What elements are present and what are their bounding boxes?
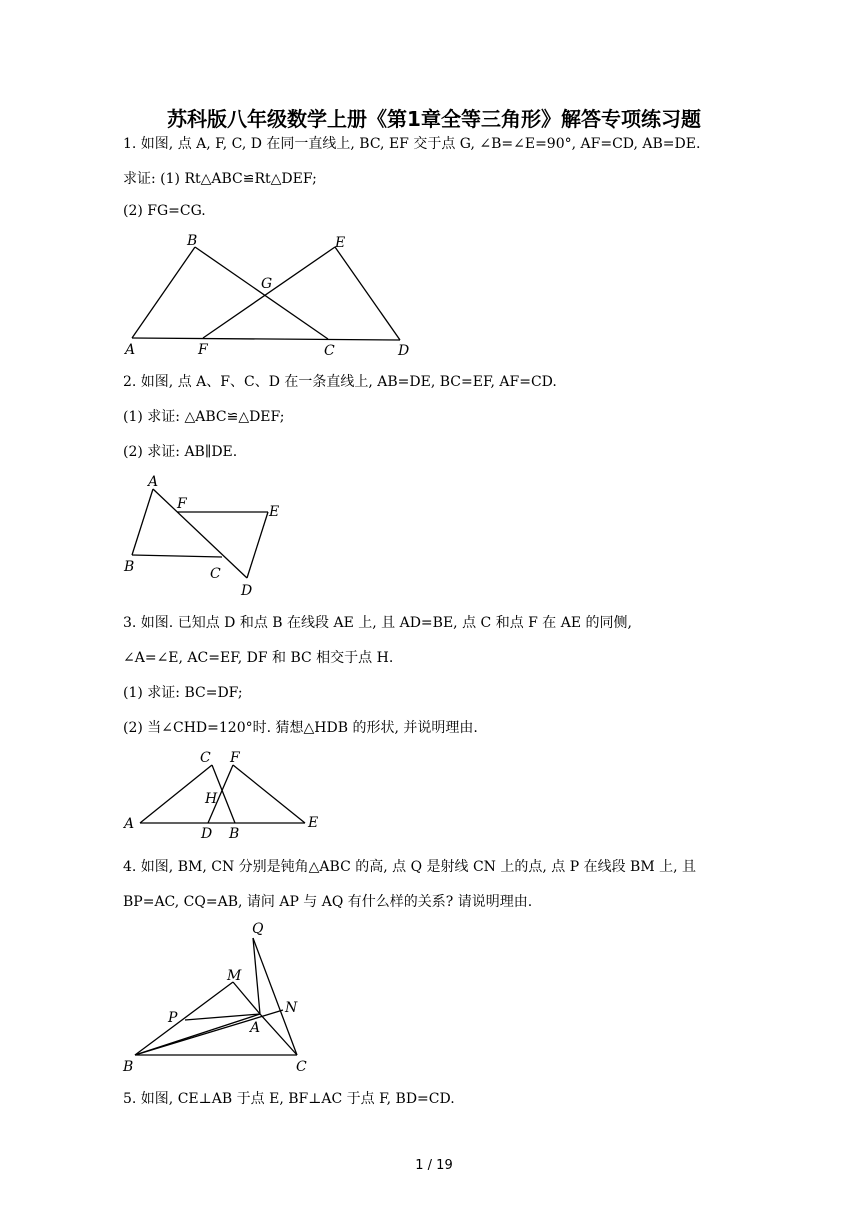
problem-2-statement: 2. 如图, 点 A、F、C、D 在一条直线上, AB=DE, BC=EF, AF=CD. (123, 374, 557, 390)
label-f: F (230, 750, 240, 766)
problem-1-statement: 1. 如图, 点 A, F, C, D 在同一直线上, BC, EF 交于点 G, ∠B=∠E=90°, AF=CD, AB=DE. (123, 136, 701, 152)
problem-3-statement: 3. 如图. 已知点 D 和点 B 在线段 AE 上, 且 AD=BE, 点 C 和点 F 在 AE 的同侧, (123, 615, 632, 631)
problem-4-figure (115, 918, 325, 1078)
segment-ed (247, 512, 268, 578)
label-a: A (124, 816, 135, 832)
label-q: Q (252, 921, 264, 937)
label-b: B (123, 1059, 134, 1075)
label-a: A (250, 1020, 261, 1036)
problem-2-figure (115, 470, 295, 598)
label-g: G (261, 276, 273, 292)
segment-ac (140, 765, 212, 823)
segment-bn (135, 1010, 283, 1055)
label-c: C (296, 1059, 307, 1075)
label-b: B (124, 559, 135, 575)
problem-1-part-2: (2) FG=CG. (123, 203, 206, 219)
label-a: A (148, 474, 159, 490)
segment-fe (233, 765, 305, 823)
problem-4-statement: 4. 如图, BM, CN 分别是钝角△ABC 的高, 点 Q 是射线 CN 上的点, 点 P 在线段 BM 上, 且 (123, 859, 697, 875)
problem-4-question: BP=AC, CQ=AB, 请问 AP 与 AQ 有什么样的关系? 请说明理由. (123, 894, 533, 910)
problem-1-figure (115, 232, 425, 360)
label-d: D (398, 343, 410, 359)
problem-2-part-1: (1) 求证: △ABC≌△DEF; (123, 409, 285, 425)
label-n: N (285, 1000, 298, 1016)
segment-ac (260, 1014, 297, 1055)
segment-ab (132, 247, 195, 338)
label-h: H (205, 791, 218, 807)
label-e: E (269, 504, 280, 520)
problem-2-part-2: (2) 求证: AB∥DE. (123, 444, 238, 460)
problem-3-part-1: (1) 求证: BC=DF; (123, 685, 243, 701)
label-m: M (227, 968, 242, 984)
segment-bc (132, 555, 222, 557)
segment-pa (185, 1014, 260, 1020)
label-b: B (229, 826, 240, 842)
label-d: D (241, 583, 253, 598)
label-c: C (200, 750, 211, 766)
label-a: A (125, 342, 136, 358)
segment-bc (195, 247, 328, 339)
label-c: C (324, 343, 335, 359)
segment-qc (253, 938, 297, 1055)
label-e: E (308, 815, 319, 831)
problem-5-statement: 5. 如图, CE⊥AB 于点 E, BF⊥AC 于点 F, BD=CD. (123, 1091, 455, 1107)
segment-ab (132, 489, 153, 555)
segment-ed (335, 247, 400, 340)
segment-ma (233, 982, 260, 1014)
problem-3-figure (115, 745, 330, 845)
segment-fe (203, 247, 335, 338)
label-f: F (177, 496, 187, 512)
segment-ad (153, 489, 247, 578)
label-c: C (210, 566, 221, 582)
segment-bm (135, 982, 233, 1055)
label-b: B (187, 233, 198, 249)
label-e: E (335, 235, 346, 251)
problem-3-part-2: (2) 当∠CHD=120°时. 猜想△HDB 的形状, 并说明理由. (123, 720, 478, 736)
segment-qa (253, 938, 260, 1014)
label-d: D (201, 826, 213, 842)
document-title: 苏科版八年级数学上册《第1章全等三角形》解答专项练习题 (167, 107, 701, 131)
problem-1-part-1: 求证: (1) Rt△ABC≌Rt△DEF; (123, 171, 317, 187)
label-f: F (198, 342, 208, 358)
problem-3-conditions: ∠A=∠E, AC=EF, DF 和 BC 相交于点 H. (123, 650, 394, 666)
label-p: P (168, 1010, 178, 1026)
page-number: 1 / 19 (415, 1158, 453, 1173)
segment-ad (132, 338, 400, 340)
